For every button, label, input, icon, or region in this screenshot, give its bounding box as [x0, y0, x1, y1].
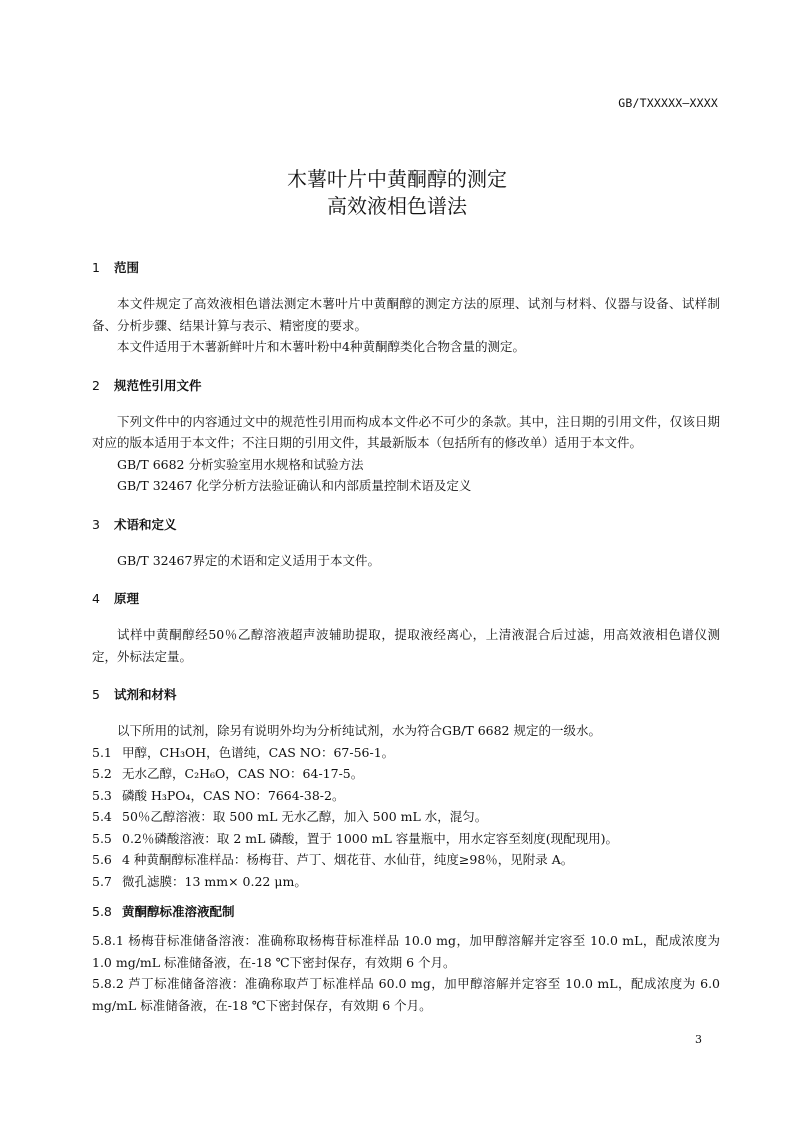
- item-number: 5.6: [92, 852, 112, 867]
- section-number: 2: [92, 377, 100, 393]
- reagent-item: [92, 828, 720, 850]
- item-number: 5.3: [92, 787, 112, 803]
- item-text: 无水乙醇，C₂H₆O，CAS NO：64-17-5。: [122, 766, 364, 781]
- document-title: [0, 166, 794, 220]
- paragraph: 5.8.2 芦丁标准储备溶液：准确称取芦丁标准样品 60.0 mg，加甲醇溶解并定容至 10.0 mL，配成浓度为 6.0 mg/mL 标准储备液，在-18 ℃下密封保存，有效期 6 个月。: [92, 976, 720, 1013]
- section-heading-scope: [92, 258, 720, 276]
- section-heading-terms: [92, 515, 720, 533]
- paragraph: 下列文件中的内容通过文中的规范性引用而构成本文件必不可少的条款。其中，注日期的引用文件，仅该日期对应的版本适用于本文件；不注日期的引用文件，其最新版本（包括所有的修改单）适用于本文件。: [92, 413, 720, 450]
- item-number: 5.7: [92, 873, 112, 889]
- section-number: 3: [92, 516, 100, 532]
- reagent-item: [92, 742, 720, 764]
- item-text: 0.2％磷酸溶液：取 2 mL 磷酸，置于 1000 mL 容量瓶中，用水定容至刻度(现配现用)。: [122, 830, 619, 846]
- paragraph: 本文件规定了高效液相色谱法测定木薯叶片中黄酮醇的测定方法的原理、试剂与材料、仪器与设备、试样制备、分析步骤、结果计算与表示、精密度的要求。: [92, 296, 720, 333]
- paragraph: GB/T 32467界定的术语和定义适用于本文件。: [117, 552, 380, 568]
- reference-item: GB/T 32467 化学分析方法验证确认和内部质量控制术语及定义: [117, 478, 472, 493]
- title-line-2: 高效液相色谱法: [327, 194, 467, 218]
- subsection-number: 5.8: [92, 904, 112, 919]
- item-number: 5.2: [92, 766, 112, 781]
- paragraph: 5.8.1 杨梅苷标准储备溶液：准确称取杨梅苷标准样品 10.0 mg，加甲醇溶解并定容至 10.0 mL，配成浓度为 1.0 mg/mL 标准储备液，在-18 ℃下密封保存，有效期 6 个月。: [92, 933, 720, 970]
- section-number: 1: [92, 260, 100, 275]
- document-body: [92, 258, 720, 1016]
- section-title: 试剂和材料: [114, 687, 177, 702]
- reference-item: GB/T 6682 分析实验室用水规格和试验方法: [117, 456, 364, 472]
- reagent-item: [92, 871, 720, 893]
- section-title: 术语和定义: [114, 516, 177, 532]
- page-number: 3: [695, 1033, 702, 1046]
- section-number: 4: [92, 591, 100, 606]
- reagent-item: [92, 849, 720, 871]
- paragraph: 试样中黄酮醇经50％乙醇溶液超声波辅助提取，提取液经离心，上清液混合后过滤，用高效液相色谱仪测定，外标法定量。: [92, 627, 720, 664]
- item-text: 磷酸 H₃PO₄，CAS NO：7664-38-2。: [122, 787, 345, 803]
- subsection-heading-standard-solution: [92, 902, 720, 920]
- paragraph: 以下所用的试剂，除另有说明外均为分析纯试剂，水为符合GB/T 6682 规定的一级水。: [117, 723, 601, 738]
- section-title: 范围: [114, 260, 140, 275]
- reagent-item: [92, 763, 720, 785]
- item-text: 甲醇，CH₃OH，色谱纯，CAS NO：67-56-1。: [122, 744, 395, 760]
- reagent-item: [92, 785, 720, 807]
- item-text: 50％乙醇溶液：取 500 mL 无水乙醇，加入 500 mL 水，混匀。: [122, 809, 488, 824]
- reagent-item: [92, 806, 720, 828]
- section-number: 5: [92, 687, 100, 702]
- item-number: 5.1: [92, 744, 112, 760]
- item-text: 4 种黄酮醇标准样品：杨梅苷、芦丁、烟花苷、水仙苷，纯度≥98％，见附录 A。: [122, 852, 574, 867]
- title-line-1: 木薯叶片中黄酮醇的测定: [287, 167, 507, 191]
- standard-code: GB/TXXXXX—XXXX: [618, 96, 718, 110]
- paragraph: 本文件适用于木薯新鲜叶片和木薯叶粉中4种黄酮醇类化合物含量的测定。: [117, 339, 525, 354]
- subsection-title: 黄酮醇标准溶液配制: [122, 904, 235, 919]
- item-text: 微孔滤膜：13 mm× 0.22 μm。: [122, 873, 307, 889]
- section-heading-reagents: [92, 685, 720, 703]
- item-number: 5.5: [92, 830, 112, 846]
- section-title: 规范性引用文件: [114, 377, 202, 393]
- section-heading-normative-references: [92, 376, 720, 394]
- item-number: 5.4: [92, 809, 112, 824]
- section-title: 原理: [114, 591, 140, 606]
- section-heading-principle: [92, 589, 720, 607]
